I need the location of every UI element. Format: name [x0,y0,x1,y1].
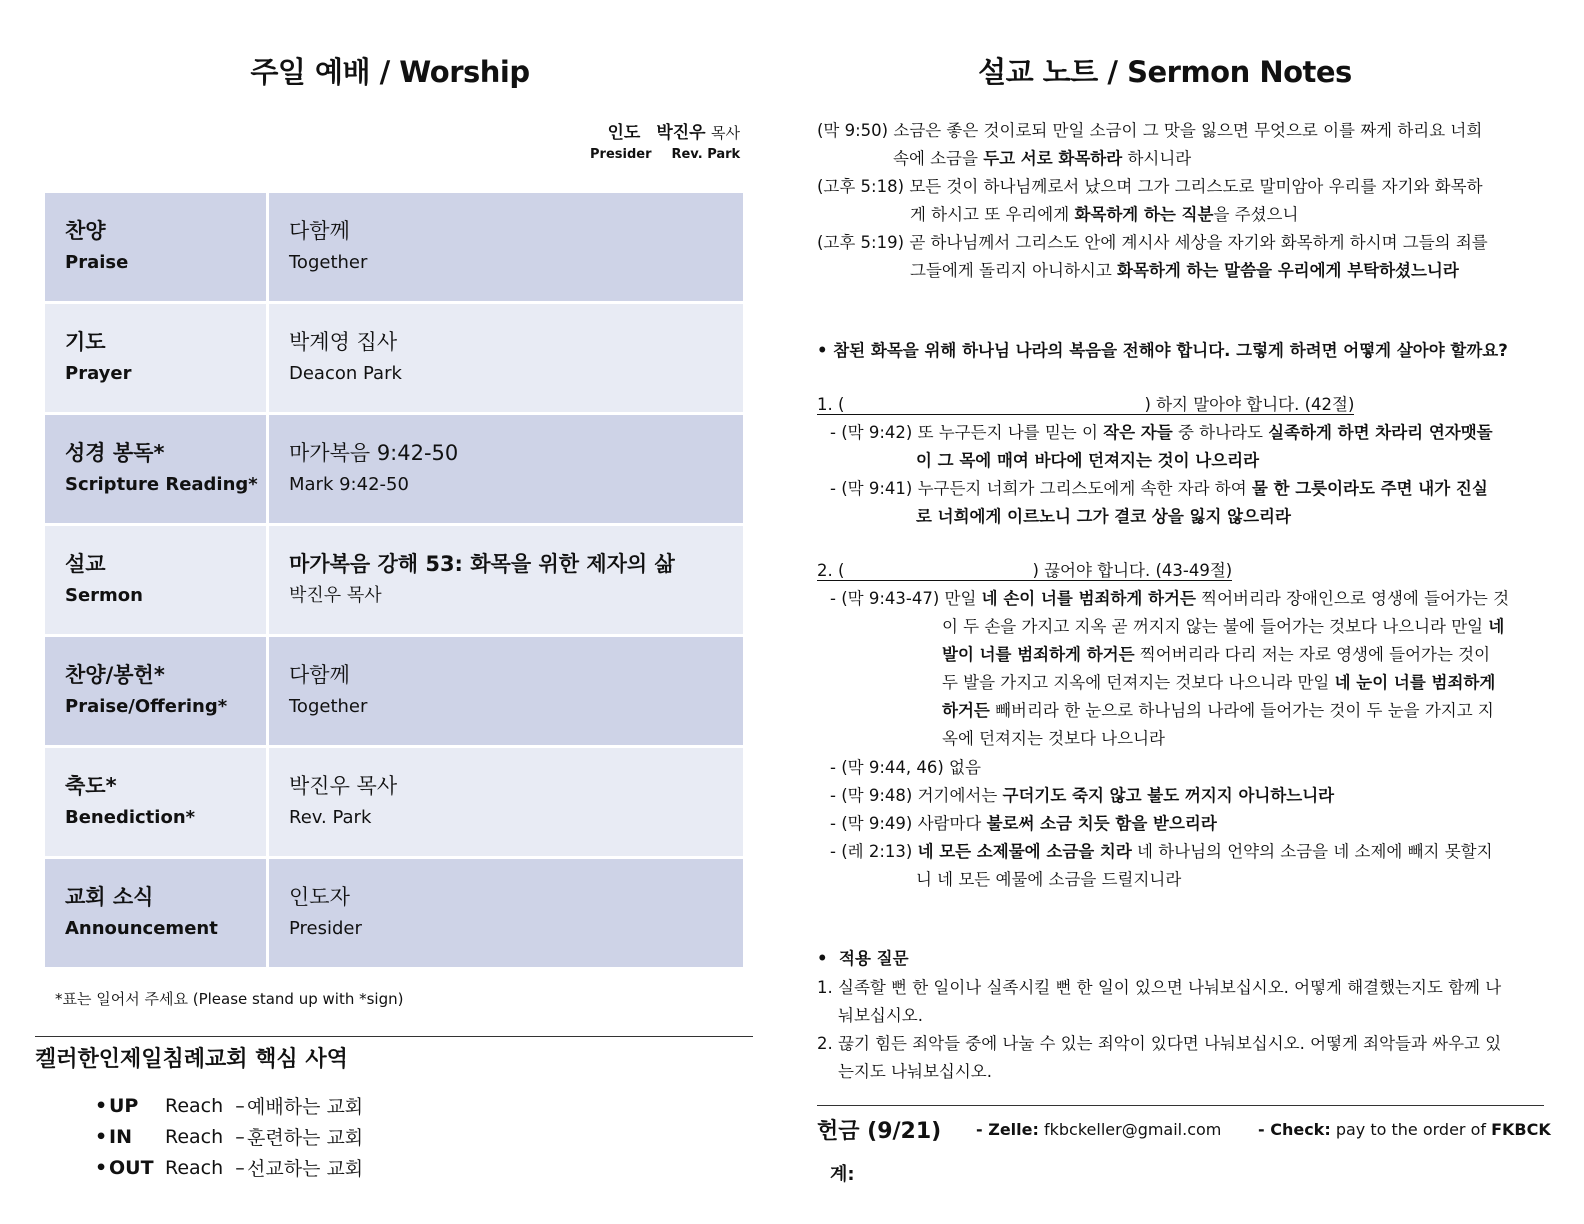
order-leader-en: Mark 9:42-50 [289,474,409,495]
order-item-kr: 찬양 [65,219,106,243]
application-question-1-cont: 눠보십시오. [838,1006,923,1025]
order-item-kr: 설교 [65,552,106,576]
order-row [45,859,743,967]
offering-label: 헌금 (9/21) [817,1119,942,1144]
order-row [45,526,743,634]
order-item-kr: 교회 소식 [65,885,154,909]
order-leader-kr: 다함께 [289,663,350,687]
order-item-cell [45,637,266,745]
order-item-kr: 축도* [65,774,117,798]
order-leader-cell [269,415,743,523]
ministry-code: IN [109,1125,132,1148]
order-leader-cell [269,637,743,745]
bullet-icon: • [817,949,828,968]
ministry-code: UP [109,1094,139,1117]
point-2-verse-line-4: 두 발을 가지고 지옥에 던져지는 것보다 나으니라 만일 네 눈이 너를 범죄하게 [942,673,1496,692]
verse-2cor-5-19-cont: 그들에게 돌리지 아니하시고 화목하게 하는 말씀을 우리에게 부탁하셨느니라 [910,261,1459,280]
order-of-worship-table [45,193,743,970]
order-leader-en: Rev. Park [289,807,372,828]
verse-2cor-5-18-cont: 게 하시고 또 우리에게 화목하게 하는 직분을 주셨으니 [910,205,1299,224]
bullet-icon: • [95,1094,108,1117]
application-question-1: 1. 실족할 뻔 한 일이나 실족시킬 뻔 한 일이 있으면 나눠보십시오. 어떻게 해결했는지도 함께 나 [817,978,1502,997]
ministry-item [95,1152,363,1183]
order-item-en: Praise [65,252,129,273]
stand-note: *표는 일어서 주세요 (Please stand up with *sign) [55,990,404,1008]
order-leader-kr: 다함께 [289,219,350,243]
order-item-cell [45,193,266,301]
bullet-icon: • [95,1125,108,1148]
order-item-cell [45,304,266,412]
order-leader-cell [269,304,743,412]
order-item-en: Scripture Reading* [65,474,258,495]
worship-title: 주일 예배 / Worship [250,55,530,89]
presider-info [590,118,740,162]
point-1-verse-mark-9-42-cont: 이 그 목에 매여 바다에 던져지는 것이 나으리라 [916,451,1260,470]
application-question-2-cont: 는지도 나눠보십시오. [838,1062,992,1081]
point-2-verse-line-2: 이 두 손을 가지고 지옥 곧 꺼지지 않는 불에 들어가는 것보다 나으니라 만일 네 [942,617,1505,636]
point-2-verse-line-5: 하거든 빼버리라 한 눈으로 하나님의 나라에 들어가는 것이 두 눈을 가지고 지 [942,701,1494,720]
point-2-verse-mark-9-43: - (막 9:43-47) 만일 네 손이 너를 범죄하게 하거든 찍어버리라 장애인으로 영생에 들어가는 것 [830,589,1510,608]
divider [817,1105,1544,1106]
order-item-cell [45,748,266,856]
verse-mark-9-50-cont: 속에 소금을 두고 서로 화목하라 하시니라 [893,149,1192,168]
verse-2cor-5-19: (고후 5:19) 곧 하나님께서 그리스도 안에 계시사 세상을 자기와 화목하게 하시며 그들의 죄를 [817,233,1488,252]
presider-title-kr: 목사 [711,124,740,142]
order-item-en: Announcement [65,918,218,939]
application-question-2: 2. 끊기 힘든 죄악들 중에 나눌 수 있는 죄악이 있다면 나눠보십시오. 어떻게 죄악들과 싸우고 있 [817,1034,1502,1053]
order-item-en: Prayer [65,363,132,384]
bullet-icon: • [95,1156,108,1179]
order-leader-cell [269,526,743,634]
order-item-cell [45,415,266,523]
order-leader-en: 박진우 목사 [289,585,382,606]
ministry-desc: 예배하는 교회 [247,1096,364,1118]
point-2-heading: 2. ( ) 끊어야 합니다. (43-49절) [817,561,1233,580]
order-leader-kr: 마가복음 강해 53: 화목을 위한 제자의 삶 [289,552,675,576]
order-item-cell [45,859,266,967]
order-item-kr: 성경 봉독* [65,441,165,465]
order-leader-kr: 마가복음 9:42-50 [289,441,459,465]
point-2-verse-mark-9-49: - (막 9:49) 사람마다 불로써 소금 치듯 함을 받으리라 [830,814,1217,833]
presider-role-kr: 인도 [607,123,641,143]
order-item-cell [45,526,266,634]
ministry-reach: Reach – [165,1125,245,1148]
order-row [45,748,743,856]
point-2-verse-lev-2-13: - (레 2:13) 네 모든 소제물에 소금을 치라 네 하나님의 언약의 소금을 네 소제에 빼지 못할지 [830,842,1493,861]
divider [35,1036,753,1037]
order-leader-kr: 인도자 [289,885,350,909]
ministry-item [95,1090,363,1121]
ministry-item [95,1121,363,1152]
order-row [45,193,743,301]
check-info: - Check: pay to the order of FKBCK [1258,1120,1551,1139]
order-item-en: Sermon [65,585,143,606]
ministry-code: OUT [109,1156,154,1179]
ministry-reach: Reach – [165,1094,245,1117]
point-1-verse-mark-9-42: - (막 9:42) 또 누구든지 나를 믿는 이 작은 자들 중 하나라도 실족하게 하면 차라리 연자맷돌 [830,423,1493,442]
presider-role-en: Presider [590,147,652,162]
ministry-reach: Reach – [165,1156,245,1179]
verse-mark-9-50: (막 9:50) 소금은 좋은 것이로되 만일 소금이 그 맛을 잃으면 무엇으로 이를 짜게 하리요 너희 [817,121,1483,140]
order-row [45,637,743,745]
order-leader-en: Together [289,252,368,273]
point-2-verse-line-3: 발이 너를 범죄하게 하거든 찍어버리라 다리 저는 자로 영생에 들어가는 것이 [942,645,1491,664]
zelle-info: - Zelle: fkbckeller@gmail.com [976,1120,1222,1139]
order-row [45,415,743,523]
point-1-verse-mark-9-41-cont: 로 너희에게 이르노니 그가 결코 상을 잃지 않으리라 [916,507,1291,526]
point-1-heading: 1. ( ) 하지 말아야 합니다. (42절) [817,395,1355,414]
verse-2cor-5-18: (고후 5:18) 모든 것이 하나님께로서 났으며 그가 그리스도로 말미암아 우리를 자기와 화목하 [817,177,1483,196]
presider-name-en: Rev. Park [671,147,741,162]
application-title: • 적용 질문 [817,949,909,968]
presider-name-kr: 박진우 [656,123,706,143]
order-leader-cell [269,193,743,301]
point-2-verse-line-6: 옥에 던져지는 것보다 나으니라 [942,729,1165,748]
ministry-desc: 선교하는 교회 [247,1158,364,1180]
ministry-title: 켈러한인제일침례교회 핵심 사역 [35,1047,348,1072]
order-item-kr: 찬양/봉헌* [65,663,165,687]
order-item-kr: 기도 [65,330,106,354]
main-question: • 참된 화목을 위해 하나님 나라의 복음을 전해야 합니다. 그렇게 하려면 어떻게 살아야 할까요? [817,341,1508,360]
bullet-icon: • [817,341,828,360]
order-leader-cell [269,748,743,856]
point-1-verse-mark-9-41: - (막 9:41) 누구든지 너희가 그리스도에게 속한 자라 하여 물 한 그릇이라도 주면 내가 진실 [830,479,1488,498]
order-item-en: Benediction* [65,807,196,828]
point-2-verse-mark-9-44: - (막 9:44, 46) 없음 [830,758,981,777]
order-leader-en: Deacon Park [289,363,402,384]
order-leader-cell [269,859,743,967]
order-leader-en: Together [289,696,368,717]
offering-total-label: 계: [830,1164,855,1185]
sermon-title: 설교 노트 / Sermon Notes [978,55,1352,89]
point-2-verse-lev-2-13-cont: 니 네 모든 예물에 소금을 드릴지니라 [916,870,1182,889]
order-leader-en: Presider [289,918,362,939]
ministry-desc: 훈련하는 교회 [247,1127,364,1149]
ministry-list [95,1090,363,1183]
order-row [45,304,743,412]
point-2-verse-mark-9-48: - (막 9:48) 거기에서는 구더기도 죽지 않고 불도 꺼지지 아니하느니라 [830,786,1335,805]
order-leader-kr: 박계영 집사 [289,330,398,354]
order-item-en: Praise/Offering* [65,696,228,717]
order-leader-kr: 박진우 목사 [289,774,398,798]
